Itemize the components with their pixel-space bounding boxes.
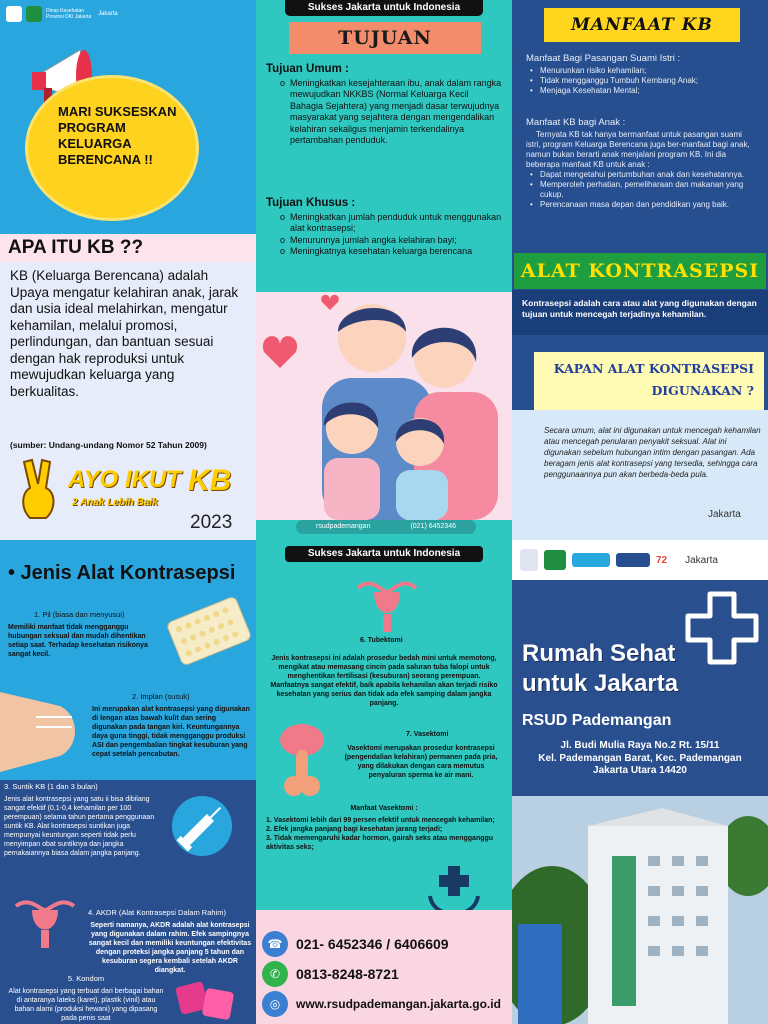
jenis-title: • Jenis Alat Kontrasepsi: [8, 562, 236, 584]
slogan-text: 2 Anak Lebih Baik: [72, 497, 158, 508]
list-item: 2. Efek jangka panjang bagi kesehatan jarang terjadi;: [266, 826, 443, 833]
address-line: Jakarta Utara 14420: [593, 765, 687, 776]
tubektomi-text: Jenis kontrasepsi ini adalah prosedur bedah mini untuk memotong, mengikat atau memasang cincin pada saluran tuba falopi untuk menghentikan fertilisasi (kesuburan) seorang perempuan. Manfaatnya sangat efektif, baik apabila kehamilan akan terjadi risiko kesehatan yang serius dan tidak ada efek samping dalam jangka panjang.: [270, 655, 498, 707]
jakarta-wordmark: Jakarta: [685, 554, 718, 566]
tujuan-khusus: [266, 198, 502, 258]
dinkes-logo-icon: [26, 6, 42, 22]
callout-text: MARI SUKSESKAN PROGRAM KELUARGA BERENCANA !!: [58, 104, 177, 167]
hospital-building-photo: [512, 796, 768, 1024]
dinkes-logo-icon: [544, 550, 566, 570]
vasektomi-list: [266, 816, 502, 852]
whatsapp-number: 0813-8248-8721: [296, 966, 399, 982]
definition-text: KB (Keluarga Berencana) adalah Upaya mengatur kelahiran anak, jarak dan usia ideal melahirkan, mengatur kehamilan, melalui promosi, perlindungan, dan bantuan sesuai dengan hak reproduksi untuk mewujudkan keluarga yang berkualitas.: [0, 262, 256, 452]
headline: [522, 639, 678, 699]
phone-row[interactable]: [262, 931, 449, 957]
list-item: o Menurunnya jumlah angka kelahiran bayi;: [280, 235, 502, 247]
list-item: • Perencanaan masa depan dan pendidikan yang baik.: [530, 200, 758, 210]
kb-text: KB: [188, 464, 232, 497]
jakarta-wordmark: Jakarta: [708, 509, 741, 520]
rsud-logo-icon: [616, 553, 650, 567]
kapan-heading: KAPAN ALAT KONTRASEPSI DIGUNAKAN ?: [534, 352, 764, 410]
pill-pack-icon: [166, 594, 252, 668]
building-icon: [512, 796, 768, 1024]
item-title: 2. Implan (susuk): [132, 692, 190, 701]
item-pil: [8, 610, 158, 659]
phone-icon: ☎: [262, 931, 288, 957]
headline-line2: untuk Jakarta: [522, 670, 679, 697]
list-item: • Tidak mengganggu Tumbuh Kembang Anak;: [530, 76, 758, 86]
list-item: • Menurunkan risiko kehamilan;: [530, 66, 758, 76]
slogan-banner: Sukses Jakarta untuk Indonesia: [285, 0, 483, 16]
tujuan-title: TUJUAN: [289, 22, 481, 54]
victory-hand-icon: [16, 458, 66, 522]
item-text: Jenis alat kontrasepsi yang satu ii bisa dibilang sangat efektif (0,1-0,4 kehamilan per 100 perempuan) selama tahun pertama penggunaan suntik KB. Alat kontrasepsi suntikan juga mempunyai keuntungan seperti tidak perlu menyimpan obat suntiknya dan jangka pemakaiannya biasa dalam jangka panjang.: [4, 796, 155, 857]
syringe-icon: [170, 794, 234, 858]
panel-tujuan: [256, 0, 512, 540]
item-suntik: [4, 782, 164, 858]
source-note: (sumber: Undang-undang Nomor 52 Tahun 2009): [0, 440, 256, 458]
contact-strip: [296, 520, 476, 534]
address-line: Jl. Budi Mulia Raya No.2 Rt. 15/11: [560, 740, 720, 751]
panel-rsud-cover: [512, 540, 768, 1024]
panel-apa-itu-kb: [0, 0, 256, 540]
item-title: 3. Suntik KB (1 dan 3 bulan): [4, 782, 98, 791]
item-implan: [92, 692, 252, 759]
male-reproductive-icon: [274, 720, 330, 800]
list-item: o Meningkatkan jumlah penduduk untuk menggunakan alat kontrasepsi;: [280, 212, 502, 235]
anniversary-72-logo: 72: [656, 554, 668, 566]
health-cross-icon: [684, 590, 760, 666]
list-item: • Menjaga Kesehatan Mental;: [530, 86, 758, 96]
jakarta-wordmark: Jakarta: [98, 11, 118, 17]
item-akdr: [88, 908, 252, 975]
manfaat-title: MANFAAT KB: [544, 8, 740, 42]
item-title: 5. Kondom: [67, 974, 105, 983]
whatsapp-row[interactable]: [262, 961, 399, 987]
dki-crest-icon: [6, 6, 22, 22]
whatsapp-icon: ✆: [262, 961, 288, 987]
panel-jenis-alat: [0, 540, 256, 1024]
list-item: o Meningkatnya kesehatan keluarga berencana: [280, 246, 502, 258]
pasangan-title: Manfaat Bagi Pasangan Suami Istri :: [526, 53, 681, 64]
item-title: 1. Pil (biasa dan menyusui): [34, 610, 125, 619]
vasektomi-text: Vasektomi merupakan prosedur kontrasepsi (pengendalian kelahiran) permanen pada pria, yang dilakukan dengan cara memutus penyaluran sperma ke air mani.: [344, 745, 498, 779]
item-kondom: [8, 974, 164, 1023]
kontrasepsi-definition: Kontrasepsi adalah cara atau alat yang digunakan dengan tujuan untuk mencegah terjadinya kehamilan.: [512, 290, 768, 335]
address-line: Kel. Pademangan Barat, Kec. Pademangan: [538, 752, 742, 764]
panel-manfaat-kb: [512, 0, 768, 540]
ayo-ikut-text: AYO IKUT: [68, 466, 181, 493]
phone-number[interactable]: (021) 6452346: [410, 523, 456, 530]
rumah-sehat-logo-icon: [572, 553, 610, 567]
hospital-name: RSUD Pademangan: [522, 712, 672, 729]
website-row[interactable]: [262, 991, 501, 1017]
item-text: Memiliki manfaat tidak mengganggu hubungan seksual dan mudah dihentikan setiap saat. Terhadap kesehatan risikonya sangat kecil.: [8, 624, 148, 658]
year-text: 2023: [190, 512, 233, 533]
panel-tubektomi-vasektomi: [256, 540, 512, 1024]
phone-number: 021- 6452346 / 6406609: [296, 936, 449, 952]
slogan-banner: Sukses Jakarta untuk Indonesia: [285, 546, 483, 562]
section-heading: APA ITU KB ??: [8, 237, 144, 258]
manfaat-pasangan: [526, 54, 758, 96]
vasektomi-title: 7. Vasektomi: [406, 731, 449, 738]
website-url: www.rsudpademangan.jakarta.go.id: [296, 997, 501, 1011]
headline-line1: Rumah Sehat: [522, 640, 676, 667]
logo-row: [6, 6, 128, 22]
globe-icon: ◎: [262, 991, 288, 1017]
anak-title: Manfaat KB bagi Anak :: [526, 117, 626, 128]
partner-logo-bar: [512, 540, 768, 580]
tujuan-umum-title: Tujuan Umum :: [266, 63, 349, 75]
tujuan-umum: [266, 64, 502, 147]
item-text: Seperti namanya, AKDR adalah alat kontrasepsi yang digunakan dalam rahim. Efek sampingnya sangat kecil dan memiliki keuntungan efektivitas dengan proteksi jangka panjang 5 tahun dan kesuburan segera kembali setelah AKDR diangkat.: [88, 922, 252, 974]
alat-kontrasepsi-title: ALAT KONTRASEPSI: [514, 253, 766, 289]
uterus-icon: [10, 896, 80, 950]
uterus-icon: [352, 576, 422, 632]
list-item: 3. Tidak memengaruhi kadar hormon, gairah seks atau mengganggu aktivitas seks;: [266, 835, 494, 851]
social-handle[interactable]: rsudpademangan: [315, 523, 371, 530]
implant-arm-icon: [0, 686, 82, 776]
list-item: • Memperoleh perhatian, pemeliharaan dan makanan yang cukup.: [530, 180, 758, 200]
anak-intro: Ternyata KB tak hanya bermanfaat untuk pasangan suami istri, program Keluarga Berencana juga ber-manfaat bagi anak, namun bukan berarti anak menjalani program KB. Ini dia beberapa manfaat KB untuk anak :: [526, 130, 750, 169]
kapan-text: Secara umum, alat ini digunakan untuk mencegah kehamilan atau mencegah penularan penyakit seksual. Alat ini digunakan sebelum hubungan intim dengan pasangan. Ada beragam jenis alat kontrasepsi yang tersedia, sehingga cara penggunaannya pun akan berbeda-beda pula.: [544, 426, 761, 479]
tujuan-khusus-title: Tujuan Khusus :: [266, 197, 356, 209]
dki-crest-icon: [520, 549, 538, 571]
list-item: o Meningkatkan kesejahteraan ibu, anak dalam rangka mewujudkan NKKBS (Normal Keluarga Kecil Bahagia Sejahtera) yang menjadi dasar terwujudnya masyarakat yang sejahtera dengan mengendalikan kelahiran sekaligus menjamin terkendalinya pertambahan penduduk.: [280, 78, 502, 147]
manfaat-anak: [526, 118, 758, 210]
item-text: Alat kontrasepsi yang terbuat dari berbagai bahan di antaranya lateks (karet), plastik (vinil) atau bahan alami (produksi hewani) yang dipasang pada penis saat: [8, 988, 164, 1022]
item-text: Ini merupakan alat kontrasepsi yang digunakan di lengan atas bawah kulit dan sering digunakan pada tangan kiri. Keuntungannya daya guna tinggi, tidak mengganggu produksi ASI dan pengembalian tingkat kesuburan yang cepat setelah pencabutan.: [92, 706, 250, 758]
heading-bar: [0, 234, 256, 262]
condom-pack-icon: [168, 978, 248, 1024]
address: [512, 740, 768, 778]
list-item: • Dapat mengetahui pertumbuhan anak dan kesehatannya.: [530, 170, 758, 180]
tubektomi-title: 6. Tubektomi: [360, 637, 403, 644]
logo-caption: Dinas Kesehatan Provinsi DKI Jakarta: [46, 8, 92, 20]
vasektomi-manfaat-title: Manfaat Vasektomi :: [350, 805, 418, 812]
family-icon: [256, 292, 512, 520]
family-illustration: [256, 292, 512, 520]
list-item: 1. Vasektomi lebih dari 99 persen efektif untuk mencegah kehamilan;: [266, 817, 495, 824]
item-title: 4. AKDR (Alat Kontrasepsi Dalam Rahim): [88, 908, 226, 917]
